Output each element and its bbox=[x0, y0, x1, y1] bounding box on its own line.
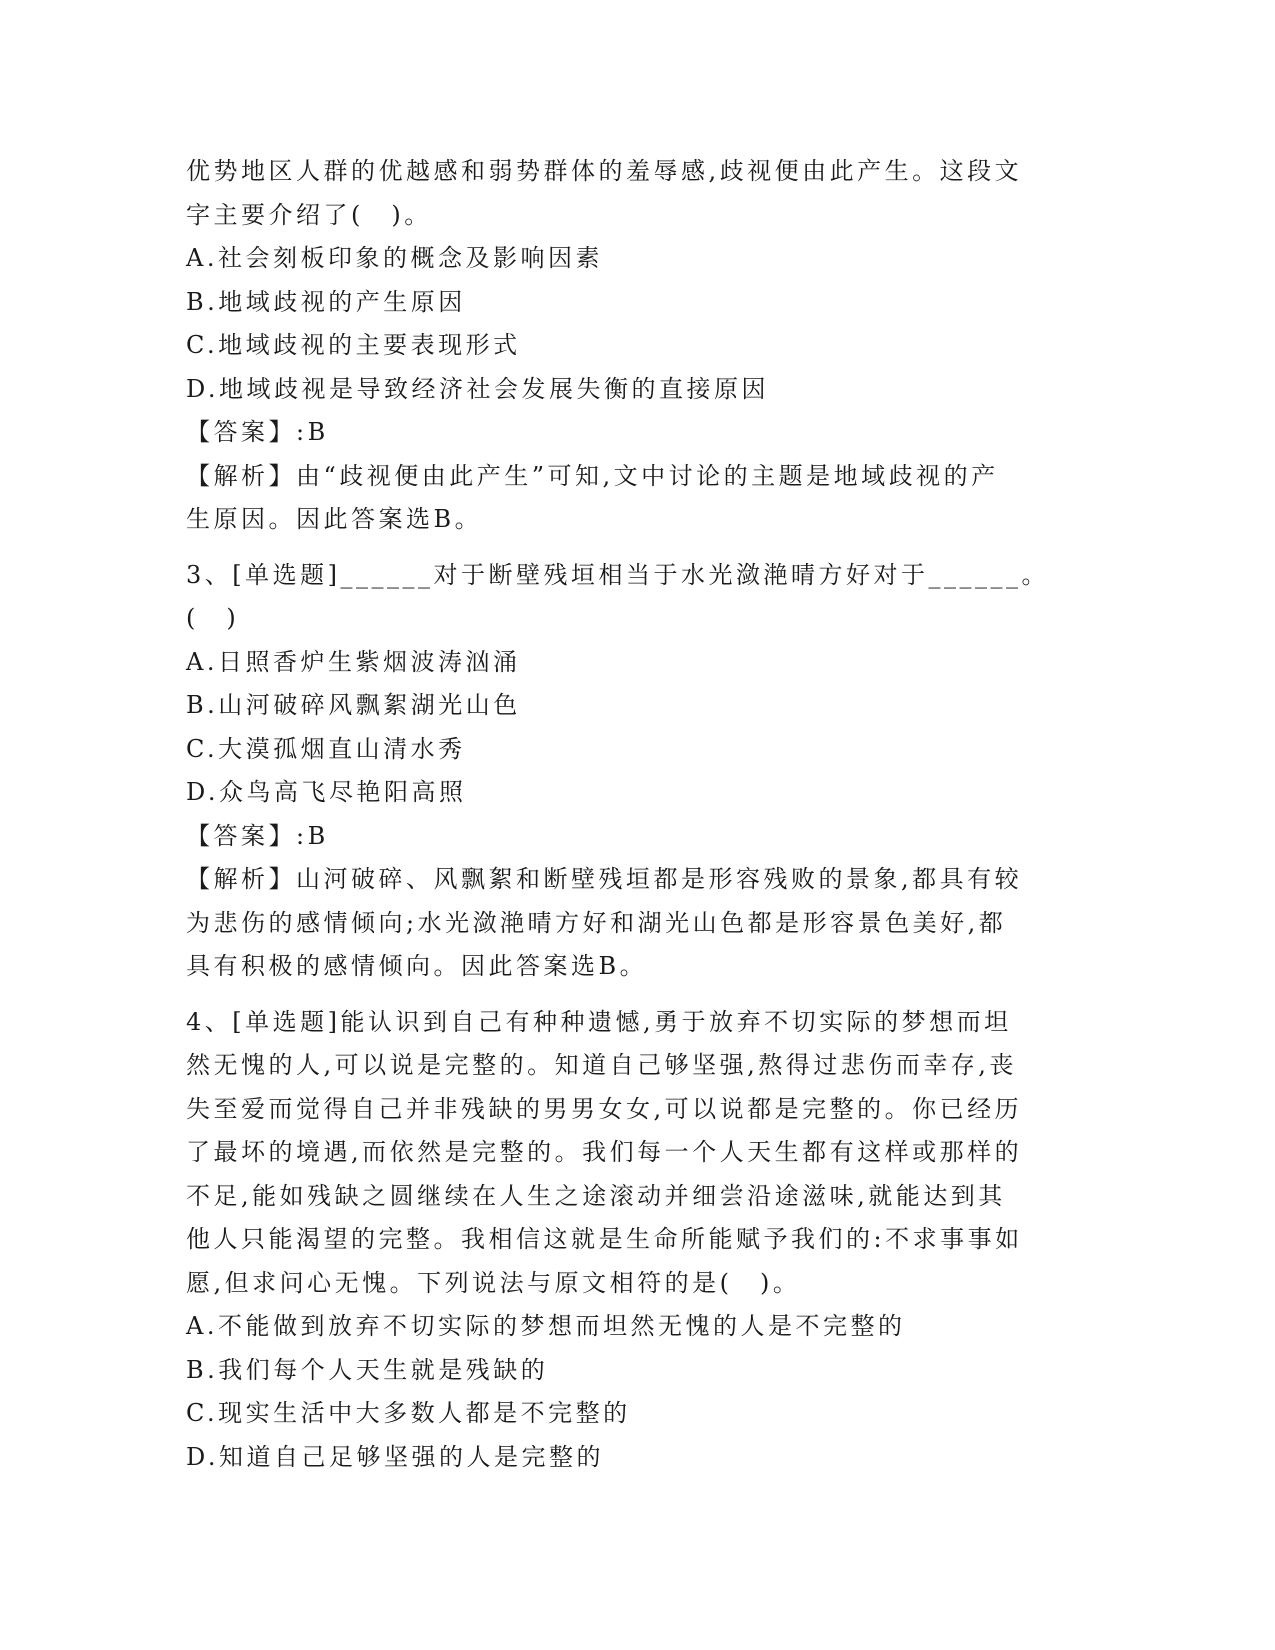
question-2-continued bbox=[186, 150, 1086, 542]
question-stem-line: ( ) bbox=[186, 604, 240, 632]
option-a: A.不能做到放弃不切实际的梦想而坦然无愧的人是不完整的 bbox=[186, 1312, 906, 1340]
question-stem-line: 3、[单选题]______对于断壁残垣相当于水光潋滟晴方好对于______。 bbox=[186, 560, 1049, 589]
question-stem-line: 然无愧的人,可以说是完整的。知道自己够坚强,熬得过悲伤而幸存,丧 bbox=[186, 1051, 1017, 1079]
option-a: A.社会刻板印象的概念及影响因素 bbox=[186, 244, 603, 272]
question-stem-line: 失至爱而觉得自己并非残缺的男男女女,可以说都是完整的。你已经历 bbox=[186, 1094, 1023, 1123]
option-b: B.地域歧视的产生原因 bbox=[186, 287, 466, 316]
question-stem-line: 他人只能渴望的完整。我相信这就是生命所能赋予我们的:不求事事如 bbox=[186, 1225, 1023, 1253]
option-d: D.知道自己足够坚强的人是完整的 bbox=[186, 1442, 605, 1471]
analysis-line: 【解析】由“歧视便由此产生”可知,文中讨论的主题是地域歧视的产 bbox=[186, 461, 999, 490]
analysis-line: 生原因。因此答案选B。 bbox=[186, 505, 483, 533]
question-3 bbox=[186, 554, 1086, 989]
question-stem-line: 愿,但求问心无愧。下列说法与原文相符的是( )。 bbox=[186, 1268, 801, 1297]
answer-line: 【答案】:B bbox=[186, 418, 329, 446]
document-page bbox=[186, 150, 1086, 1479]
answer-line: 【答案】:B bbox=[186, 821, 329, 850]
analysis-line: 具有积极的感情倾向。因此答案选B。 bbox=[186, 952, 648, 980]
question-stem-line: 优势地区人群的优越感和弱势群体的羞辱感,歧视便由此产生。这段文 bbox=[186, 157, 1023, 185]
option-b: B.山河破碎风飘絮湖光山色 bbox=[186, 691, 521, 719]
question-stem-line: 4、[单选题]能认识到自己有种种遗憾,勇于放弃不切实际的梦想而坦 bbox=[186, 1007, 1012, 1036]
analysis-line: 为悲伤的感情倾向;水光潋滟晴方好和湖光山色都是形容景色美好,都 bbox=[186, 908, 1007, 937]
question-stem-line: 了最坏的境遇,而依然是完整的。我们每一个人天生都有这样或那样的 bbox=[186, 1138, 1023, 1166]
option-c: C.地域歧视的主要表现形式 bbox=[186, 331, 521, 359]
question-stem-line: 字主要介绍了( )。 bbox=[186, 200, 432, 229]
option-d: D.众鸟高飞尽艳阳高照 bbox=[186, 778, 467, 806]
option-d: D.地域歧视是导致经济社会发展失衡的直接原因 bbox=[186, 374, 770, 403]
question-4 bbox=[186, 1001, 1086, 1480]
option-b: B.我们每个人天生就是残缺的 bbox=[186, 1355, 549, 1384]
question-stem-line: 不足,能如残缺之圆继续在人生之途滚动并细尝沿途滋味,就能达到其 bbox=[186, 1181, 1006, 1210]
option-c: C.大漠孤烟直山清水秀 bbox=[186, 734, 466, 763]
option-c: C.现实生活中大多数人都是不完整的 bbox=[186, 1399, 631, 1427]
analysis-line: 【解析】山河破碎、风飘絮和断壁残垣都是形容残败的景象,都具有较 bbox=[186, 865, 1023, 893]
option-a: A.日照香炉生紫烟波涛汹涌 bbox=[186, 647, 521, 676]
